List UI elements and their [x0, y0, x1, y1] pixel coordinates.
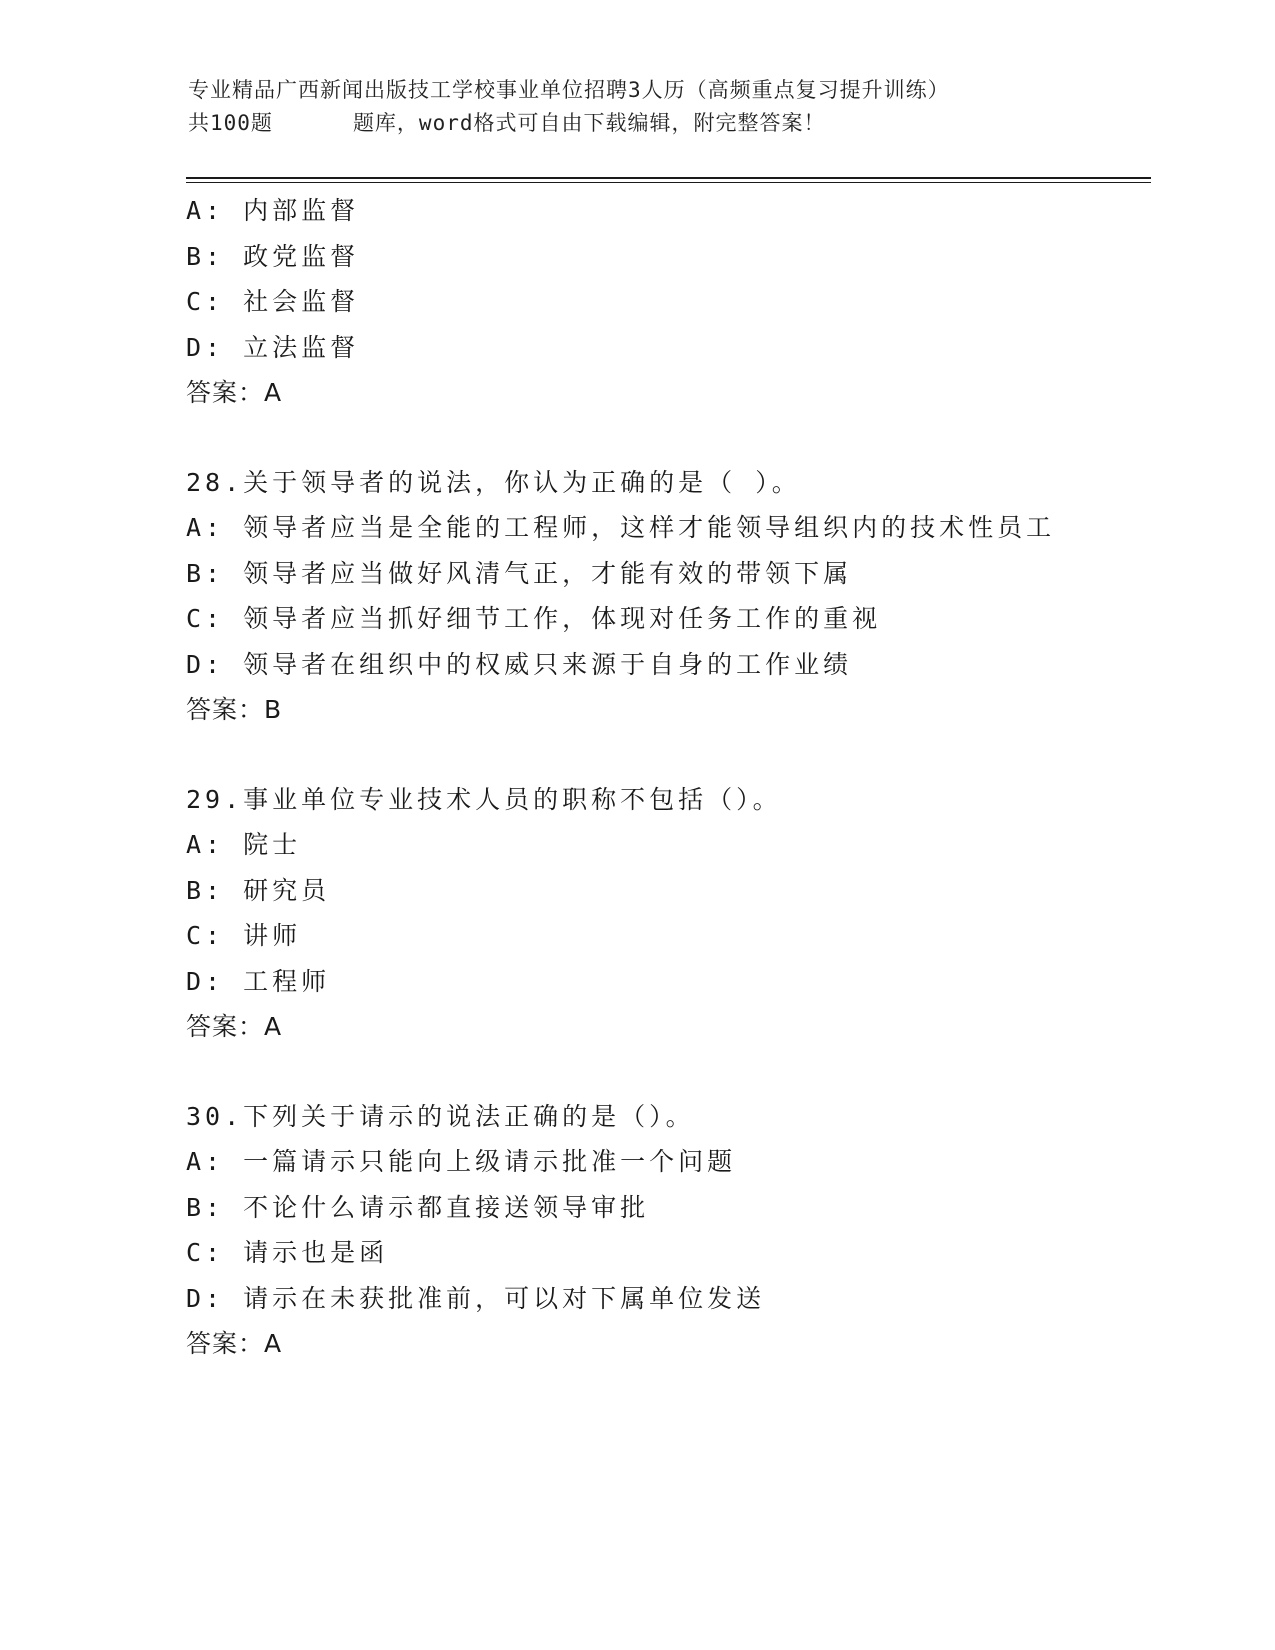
question-option: C: 社会监督	[186, 287, 360, 316]
question-option: D: 立法监督	[186, 332, 360, 362]
question-option: A: 院士	[186, 830, 302, 859]
header-subtitle	[188, 107, 1148, 140]
page-header	[188, 74, 1148, 140]
header-divider-thick	[186, 177, 1151, 179]
question-option: C: 讲师	[186, 921, 302, 950]
header-divider-thin	[186, 182, 1151, 183]
question-option: D: 请示在未获批准前，可以对下属单位发送	[186, 1283, 766, 1313]
question-block	[186, 777, 1146, 1050]
question-list	[186, 188, 1146, 1367]
question-block	[186, 188, 1146, 416]
question-block	[186, 460, 1146, 733]
question-option: D: 工程师	[186, 966, 331, 996]
question-option: B: 不论什么请示都直接送领导审批	[186, 1192, 650, 1222]
question-answer: 答案：B	[186, 695, 283, 724]
question-option: C: 请示也是函	[186, 1238, 389, 1267]
question-option: A: 一篇请示只能向上级请示批准一个问题	[186, 1147, 737, 1176]
question-stem: 28.关于领导者的说法，你认为正确的是（ ）。	[186, 467, 801, 497]
question-option: A: 内部监督	[186, 196, 360, 225]
question-stem: 30.下列关于请示的说法正确的是（）。	[186, 1101, 695, 1131]
header-title: 专业精品广西新闻出版技工学校事业单位招聘3人历（高频重点复习提升训练）	[188, 78, 950, 102]
question-stem: 29.事业单位专业技术人员的职称不包括（）。	[186, 784, 782, 814]
question-option: D: 领导者在组织中的权威只来源于自身的工作业绩	[186, 649, 853, 679]
question-option: C: 领导者应当抓好细节工作，体现对任务工作的重视	[186, 604, 882, 633]
question-option: B: 领导者应当做好风清气正，才能有效的带领下属	[186, 558, 853, 588]
question-option: B: 政党监督	[186, 241, 360, 271]
question-answer: 答案：A	[186, 1329, 283, 1358]
question-option: A: 领导者应当是全能的工程师，这样才能领导组织内的技术性员工	[186, 513, 1056, 542]
question-answer: 答案：A	[186, 1012, 283, 1041]
question-block	[186, 1094, 1146, 1367]
question-answer: 答案：A	[186, 378, 283, 407]
question-option: B: 研究员	[186, 875, 331, 905]
question-count: 共100题	[188, 111, 273, 135]
header-description: 题库，word格式可自由下载编辑，附完整答案！	[352, 111, 826, 135]
